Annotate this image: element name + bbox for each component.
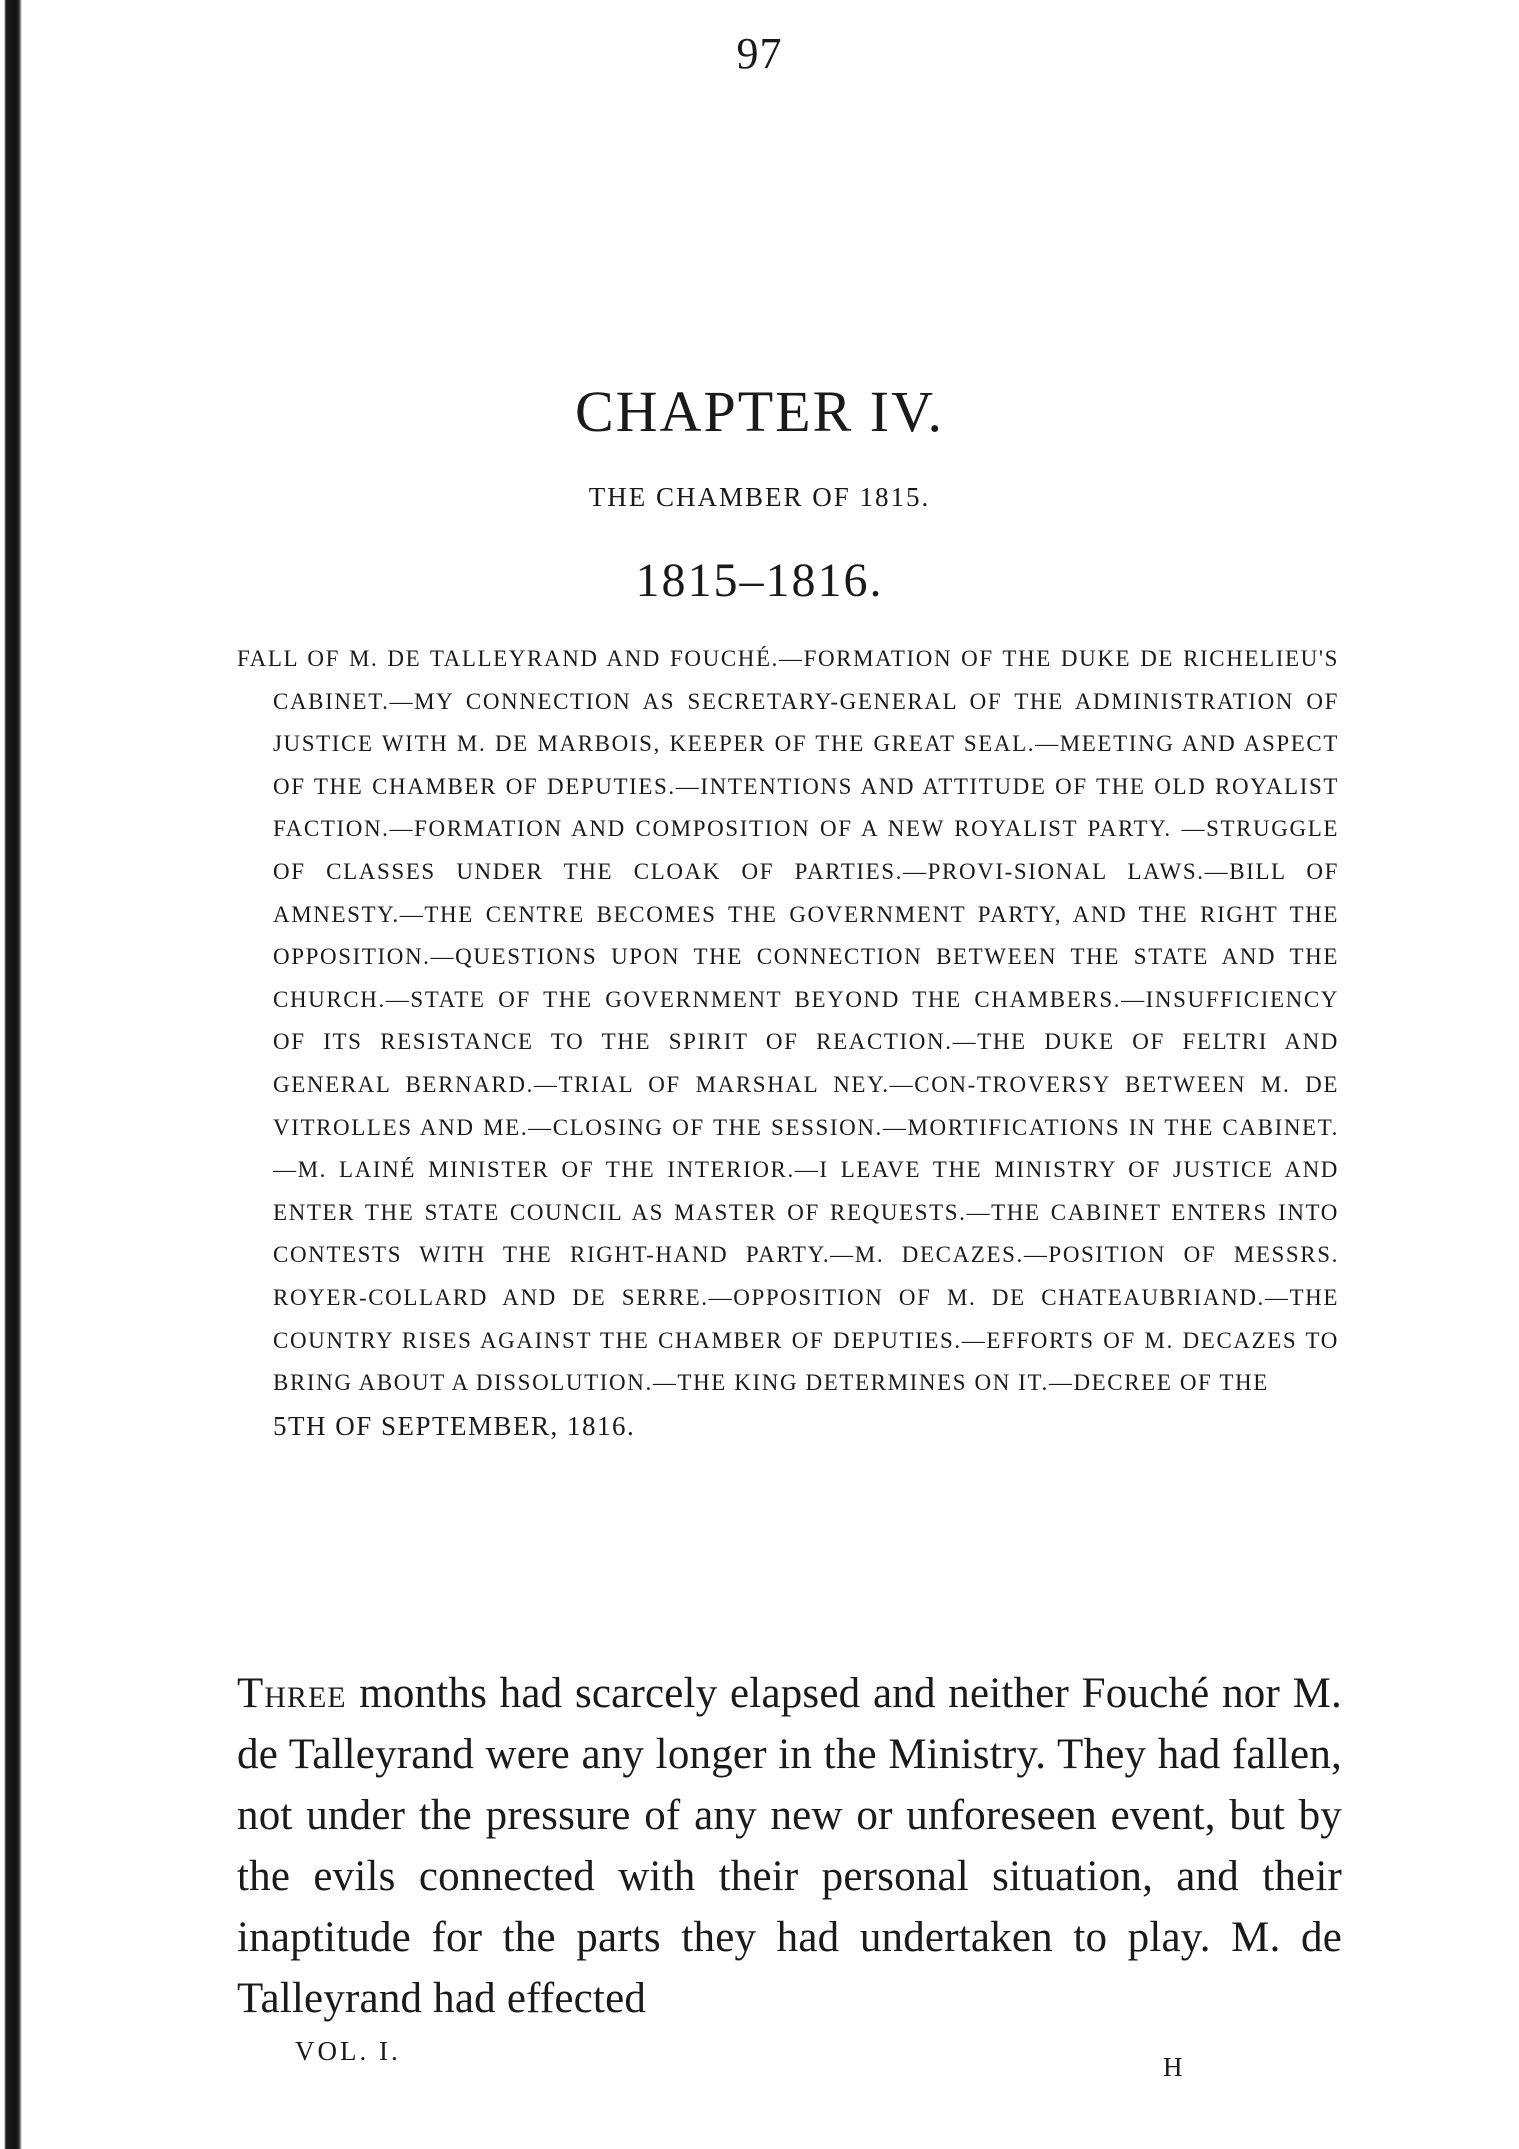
book-binding-edge [0,0,22,2149]
page-number: 97 [736,29,783,78]
synopsis-text: FALL OF M. DE TALLEYRAND AND FOUCHÉ.—FORMATION OF THE DUKE DE RICHELIEU'S CABINET.—MY CONNECTION AS SECRETARY-GENERAL OF THE ADMINISTRATION OF JUSTICE WITH M. DE MARBOIS, KEEPER OF THE GREAT SEAL.—MEETING AND ASPECT OF THE CHAMBER OF DEPUTIES.—INTENTIONS AND ATTITUDE OF THE OLD ROYALIST FACTION.—FORMATION AND COMPOSITION OF A NEW ROYALIST PARTY. —STRUGGLE OF CLASSES UNDER THE CLOAK OF PARTIES.—PROVI-SIONAL LAWS.—BILL OF AMNESTY.—THE CENTRE BECOMES THE GOVERNMENT PARTY, AND THE RIGHT THE OPPOSITION.—QUESTIONS UPON THE CONNECTION BETWEEN THE STATE AND THE CHURCH.—STATE OF THE GOVERNMENT BEYOND THE CHAMBERS.—INSUFFICIENCY OF ITS RESISTANCE TO THE SPIRIT OF REACTION.—THE DUKE OF FELTRI AND GENERAL BERNARD.—TRIAL OF MARSHAL NEY.—CON-TROVERSY BETWEEN M. DE VITROLLES AND ME.—CLOSING OF THE SESSION.—MORTIFICATIONS IN THE CABINET.—M. LAINÉ MINISTER OF THE INTERIOR.—I LEAVE THE MINISTRY OF JUSTICE AND ENTER THE STATE COUNCIL AS MASTER OF REQUESTS.—THE CABINET ENTERS INTO CONTESTS WITH THE RIGHT-HAND PARTY.—M. DECAZES.—POSITION OF MESSRS. ROYER-COLLARD AND DE SERRE.—OPPOSITION OF M. DE CHATEAUBRIAND.—THE COUNTRY RISES AGAINST THE CHAMBER OF DEPUTIES.—EFFORTS OF M. DECAZES TO BRING ABOUT A DISSOLUTION.—THE KING DETERMINES ON IT.—DECREE OF THE [237,646,1339,1396]
chapter-title: CHAPTER IV. [575,379,944,444]
body-paragraph [237,1663,1342,2029]
body-text: months had scarcely elapsed and neither Fouché nor M. de Talleyrand were any longer in the Ministry. They had fallen, not under the pressure of any new or unforeseen event, but by the evils connected with their personal situation, and their inaptitude for the parts they had undertaken to play. M. de Talleyrand had effected [237,1670,1342,2022]
chapter-years: 1815–1816. [635,554,884,607]
body-lead-word: Three [237,1670,347,1717]
chapter-synopsis [237,638,1339,1449]
footer-signature-mark: H [1163,2052,1184,2082]
synopsis-last-line: 5TH OF SEPTEMBER, 1816. [273,1410,636,1441]
chapter-subtitle: THE CHAMBER OF 1815. [588,482,931,512]
footer-volume: VOL. I. [295,2036,401,2066]
